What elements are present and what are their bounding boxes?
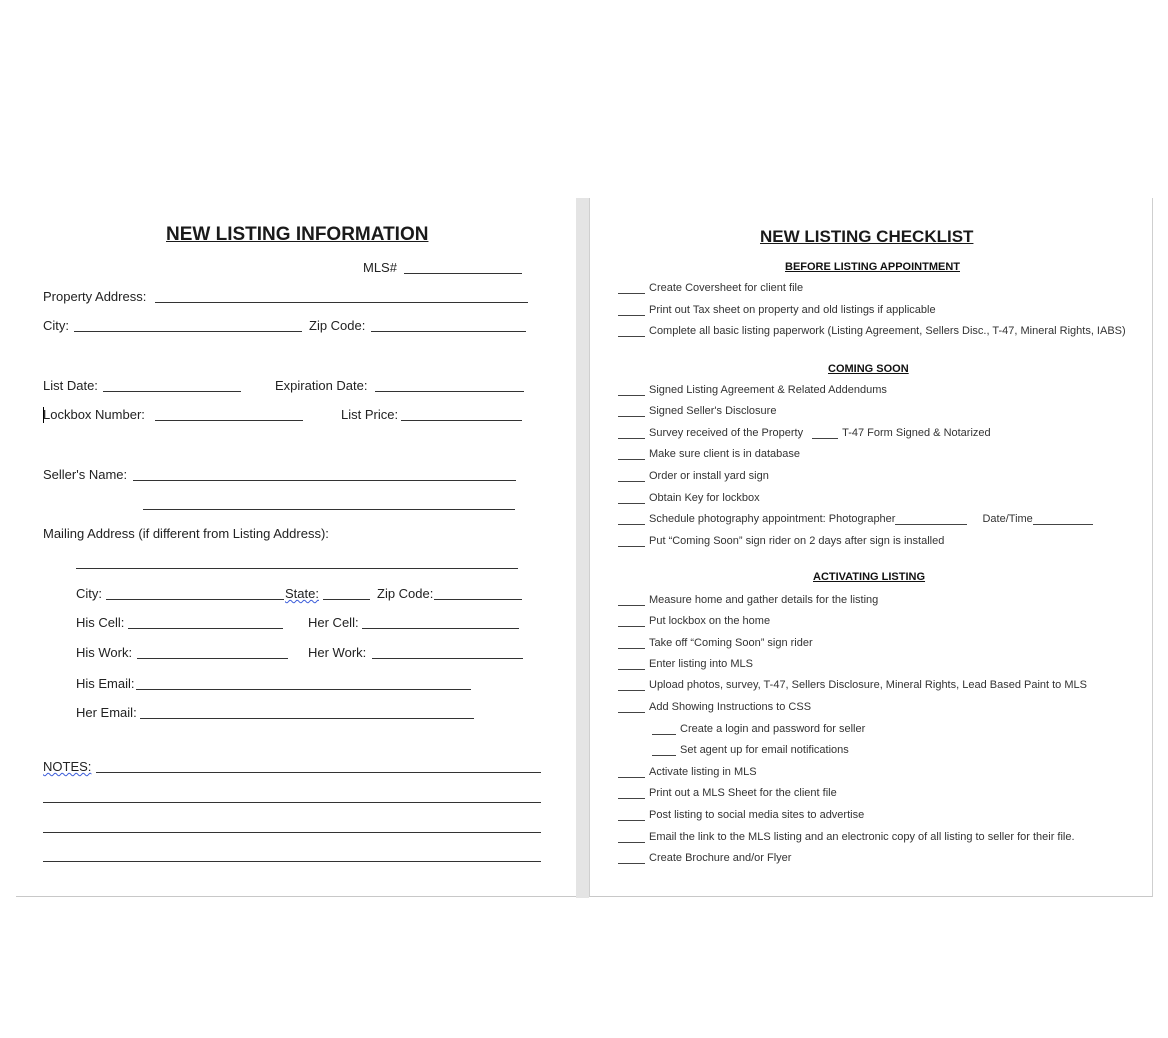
notes-line-4[interactable] bbox=[43, 861, 541, 862]
checklist-item[interactable]: Complete all basic listing paperwork (Listing Agreement, Sellers Disc., T-47, Mineral Rights, IABS) bbox=[618, 325, 1126, 337]
list-price-label: List Price: bbox=[341, 407, 399, 422]
notes-line-3[interactable] bbox=[43, 832, 541, 833]
city-field[interactable] bbox=[74, 331, 302, 332]
mail-state-label: State: bbox=[285, 586, 319, 601]
checklist-item[interactable]: Post listing to social media sites to advertise bbox=[618, 809, 864, 821]
mls-label: MLS# bbox=[363, 260, 397, 275]
mail-zip-label: Zip Code: bbox=[377, 586, 434, 601]
checklist-item[interactable]: Upload photos, survey, T-47, Sellers Disclosure, Mineral Rights, Lead Based Paint to MLS bbox=[618, 679, 1087, 691]
her-work-label: Her Work: bbox=[308, 645, 367, 660]
lockbox-number-label: Lockbox Number: bbox=[43, 407, 145, 422]
notes-line-2[interactable] bbox=[43, 802, 541, 803]
sellers-name-field-2[interactable] bbox=[143, 509, 515, 510]
expiration-date-label: Expiration Date: bbox=[275, 378, 368, 393]
checklist-item[interactable]: Add Showing Instructions to CSS bbox=[618, 701, 811, 713]
his-work-label: His Work: bbox=[76, 645, 133, 660]
list-date-field[interactable] bbox=[103, 391, 241, 392]
checklist-item[interactable]: Print out a MLS Sheet for the client file bbox=[618, 787, 837, 799]
listing-information-page bbox=[16, 198, 576, 897]
coming-soon-heading: COMING SOON bbox=[828, 363, 909, 375]
checklist-subitem[interactable]: Set agent up for email notifications bbox=[652, 744, 849, 756]
his-cell-field[interactable] bbox=[128, 628, 283, 629]
checklist-item[interactable]: Signed Seller's Disclosure bbox=[618, 405, 776, 417]
her-cell-field[interactable] bbox=[362, 628, 519, 629]
checklist-item[interactable]: Schedule photography appointment: Photographer Date/Time bbox=[618, 513, 1093, 525]
listing-checklist-page bbox=[589, 198, 1153, 897]
zip-code-label: Zip Code: bbox=[309, 318, 366, 333]
checklist-item[interactable]: Create Brochure and/or Flyer bbox=[618, 852, 791, 864]
checklist-item[interactable]: Put “Coming Soon” sign rider on 2 days after sign is installed bbox=[618, 535, 944, 547]
checklist-title: NEW LISTING CHECKLIST bbox=[760, 227, 974, 246]
his-email-field[interactable] bbox=[136, 689, 471, 690]
checklist-subitem[interactable]: Create a login and password for seller bbox=[652, 723, 865, 735]
her-email-label: Her Email: bbox=[76, 705, 137, 720]
list-price-field[interactable] bbox=[401, 420, 522, 421]
mailing-address-field[interactable] bbox=[76, 568, 518, 569]
checklist-item[interactable]: Create Coversheet for client file bbox=[618, 282, 803, 294]
expiration-date-field[interactable] bbox=[375, 391, 524, 392]
mailing-address-label: Mailing Address (if different from Listing Address): bbox=[43, 526, 329, 541]
mail-city-field[interactable] bbox=[106, 599, 284, 600]
mls-field[interactable] bbox=[404, 273, 522, 274]
mail-zip-field[interactable] bbox=[434, 599, 522, 600]
mail-city-label: City: bbox=[76, 586, 102, 601]
checklist-item[interactable]: Order or install yard sign bbox=[618, 470, 769, 482]
lockbox-number-field[interactable] bbox=[155, 420, 303, 421]
his-cell-label: His Cell: bbox=[76, 615, 125, 630]
checklist-item[interactable]: Email the link to the MLS listing and an electronic copy of all listing to seller for their file. bbox=[618, 831, 1075, 843]
checklist-item[interactable]: Make sure client is in database bbox=[618, 448, 800, 460]
checklist-item[interactable]: Measure home and gather details for the listing bbox=[618, 594, 878, 606]
notes-line-1[interactable] bbox=[96, 772, 541, 773]
his-work-field[interactable] bbox=[137, 658, 288, 659]
notes-label: NOTES: bbox=[43, 759, 92, 774]
info-title: NEW LISTING INFORMATION bbox=[166, 224, 429, 245]
property-address-field[interactable] bbox=[155, 302, 528, 303]
checklist-item[interactable]: Put lockbox on the home bbox=[618, 615, 770, 627]
checklist-item[interactable]: Take off “Coming Soon” sign rider bbox=[618, 637, 813, 649]
her-email-field[interactable] bbox=[140, 718, 474, 719]
checklist-item[interactable]: Signed Listing Agreement & Related Addendums bbox=[618, 384, 887, 396]
zip-code-field[interactable] bbox=[371, 331, 526, 332]
checklist-item[interactable]: Print out Tax sheet on property and old listings if applicable bbox=[618, 304, 936, 316]
mail-state-field[interactable] bbox=[323, 599, 370, 600]
property-address-label: Property Address: bbox=[43, 289, 147, 304]
before-heading: BEFORE LISTING APPOINTMENT bbox=[785, 261, 960, 273]
checklist-item[interactable]: Enter listing into MLS bbox=[618, 658, 753, 670]
her-work-field[interactable] bbox=[372, 658, 523, 659]
page-gutter bbox=[576, 198, 589, 898]
checklist-item[interactable]: Obtain Key for lockbox bbox=[618, 492, 760, 504]
her-cell-label: Her Cell: bbox=[308, 615, 359, 630]
sellers-name-label: Seller's Name: bbox=[43, 467, 128, 482]
his-email-label: His Email: bbox=[76, 676, 135, 691]
city-label: City: bbox=[43, 318, 69, 333]
list-date-label: List Date: bbox=[43, 378, 98, 393]
sellers-name-field[interactable] bbox=[133, 480, 516, 481]
checklist-item[interactable]: Activate listing in MLS bbox=[618, 766, 757, 778]
activating-heading: ACTIVATING LISTING bbox=[813, 571, 926, 583]
checklist-item[interactable]: Survey received of the Property T-47 Form Signed & Notarized bbox=[618, 427, 991, 439]
